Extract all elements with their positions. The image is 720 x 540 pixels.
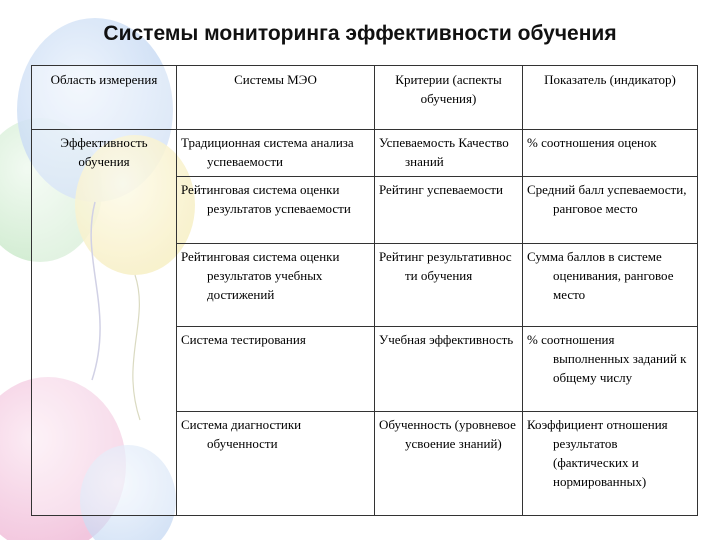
criteria-cell: Обученность (уровневое усвоение знаний) [375,412,523,516]
system-cell: Система тестирования [177,327,375,412]
criteria-cell: Успеваемость Качество знаний [375,130,523,177]
area-cell: Эффективность обучения [32,130,177,516]
system-cell: Система диагностики обученности [177,412,375,516]
slide-title: Системы мониторинга эффективности обучения [103,22,617,45]
table-row [32,130,698,177]
header-cell-systems: Системы МЭО [177,66,375,130]
criteria-cell: Учебная эффективность [375,327,523,412]
monitoring-systems-table [31,65,698,516]
table-header-row [32,66,698,130]
indicator-cell: Средний балл успеваемости, ранговое место [523,177,698,244]
header-cell-indicator: Показатель (индикатор) [523,66,698,130]
indicator-cell: % соотношения оценок [523,130,698,177]
system-cell: Традиционная система анализа успеваемости [177,130,375,177]
header-cell-area: Область измерения [32,66,177,130]
system-cell: Рейтинговая система оценки результатов успеваемости [177,177,375,244]
indicator-cell: Коэффициент отношения результатов (фактических и нормированных) [523,412,698,516]
header-cell-criteria: Критерии (аспекты обучения) [375,66,523,130]
criteria-cell: Рейтинг результативнос ти обучения [375,244,523,327]
indicator-cell: Сумма баллов в системе оценивания, ранговое место [523,244,698,327]
criteria-cell: Рейтинг успеваемости [375,177,523,244]
system-cell: Рейтинговая система оценки результатов учебных достижений [177,244,375,327]
indicator-cell: % соотношения выполненных заданий к общему числу [523,327,698,412]
